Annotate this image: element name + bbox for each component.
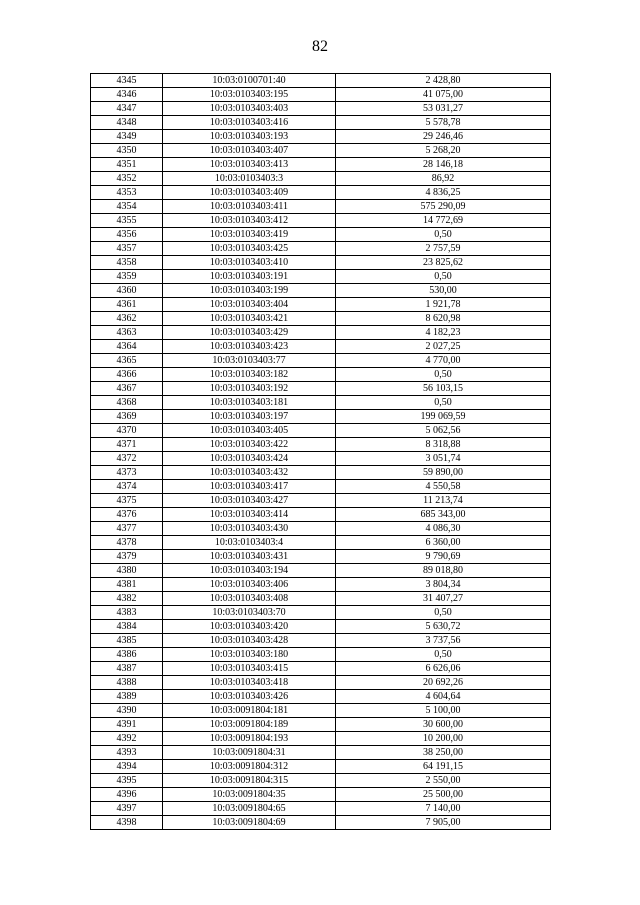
value-cell: 0,50 xyxy=(336,228,551,242)
value-cell: 8 318,88 xyxy=(336,438,551,452)
table-row xyxy=(91,788,551,802)
cadastral-number-cell: 10:03:0103403:415 xyxy=(163,662,336,676)
row-number-cell: 4372 xyxy=(91,452,163,466)
cadastral-number-cell: 10:03:0103403:192 xyxy=(163,382,336,396)
value-cell: 199 069,59 xyxy=(336,410,551,424)
cadastral-number-cell: 10:03:0103403:191 xyxy=(163,270,336,284)
row-number-cell: 4394 xyxy=(91,760,163,774)
table-row xyxy=(91,102,551,116)
row-number-cell: 4367 xyxy=(91,382,163,396)
table-row xyxy=(91,382,551,396)
value-cell: 59 890,00 xyxy=(336,466,551,480)
cadastral-number-cell: 10:03:0103403:195 xyxy=(163,88,336,102)
value-cell: 0,50 xyxy=(336,606,551,620)
row-number-cell: 4357 xyxy=(91,242,163,256)
row-number-cell: 4356 xyxy=(91,228,163,242)
table-row xyxy=(91,242,551,256)
table-row xyxy=(91,214,551,228)
cadastral-number-cell: 10:03:0103403:422 xyxy=(163,438,336,452)
row-number-cell: 4390 xyxy=(91,704,163,718)
row-number-cell: 4377 xyxy=(91,522,163,536)
cadastral-number-cell: 10:03:0091804:189 xyxy=(163,718,336,732)
value-cell: 5 062,56 xyxy=(336,424,551,438)
row-number-cell: 4368 xyxy=(91,396,163,410)
cadastral-number-cell: 10:03:0100701:40 xyxy=(163,74,336,88)
cadastral-number-cell: 10:03:0103403:408 xyxy=(163,592,336,606)
cadastral-number-cell: 10:03:0091804:65 xyxy=(163,802,336,816)
row-number-cell: 4386 xyxy=(91,648,163,662)
value-cell: 53 031,27 xyxy=(336,102,551,116)
value-cell: 4 604,64 xyxy=(336,690,551,704)
row-number-cell: 4395 xyxy=(91,774,163,788)
table-row xyxy=(91,438,551,452)
table-row xyxy=(91,116,551,130)
cadastral-number-cell: 10:03:0103403:199 xyxy=(163,284,336,298)
table-row xyxy=(91,606,551,620)
row-number-cell: 4374 xyxy=(91,480,163,494)
cadastral-number-cell: 10:03:0103403:406 xyxy=(163,578,336,592)
value-cell: 30 600,00 xyxy=(336,718,551,732)
row-number-cell: 4349 xyxy=(91,130,163,144)
page-number: 82 xyxy=(312,38,328,55)
row-number-cell: 4391 xyxy=(91,718,163,732)
table-row xyxy=(91,480,551,494)
cadastral-number-cell: 10:03:0103403:413 xyxy=(163,158,336,172)
row-number-cell: 4388 xyxy=(91,676,163,690)
row-number-cell: 4370 xyxy=(91,424,163,438)
cadastral-number-cell: 10:03:0103403:426 xyxy=(163,690,336,704)
value-cell: 64 191,15 xyxy=(336,760,551,774)
cadastral-number-cell: 10:03:0103403:428 xyxy=(163,634,336,648)
value-cell: 5 268,20 xyxy=(336,144,551,158)
table-row xyxy=(91,634,551,648)
table-row xyxy=(91,508,551,522)
value-cell: 0,50 xyxy=(336,270,551,284)
table-row xyxy=(91,228,551,242)
cadastral-number-cell: 10:03:0103403:182 xyxy=(163,368,336,382)
row-number-cell: 4369 xyxy=(91,410,163,424)
table-body xyxy=(91,74,551,830)
row-number-cell: 4362 xyxy=(91,312,163,326)
value-cell: 2 550,00 xyxy=(336,774,551,788)
cadastral-number-cell: 10:03:0103403:429 xyxy=(163,326,336,340)
cadastral-number-cell: 10:03:0103403:430 xyxy=(163,522,336,536)
value-cell: 5 100,00 xyxy=(336,704,551,718)
row-number-cell: 4398 xyxy=(91,816,163,830)
value-cell: 0,50 xyxy=(336,396,551,410)
table-row xyxy=(91,592,551,606)
row-number-cell: 4359 xyxy=(91,270,163,284)
value-cell: 89 018,80 xyxy=(336,564,551,578)
table-row xyxy=(91,466,551,480)
value-cell: 5 630,72 xyxy=(336,620,551,634)
cadastral-number-cell: 10:03:0091804:315 xyxy=(163,774,336,788)
cadastral-number-cell: 10:03:0103403:425 xyxy=(163,242,336,256)
row-number-cell: 4396 xyxy=(91,788,163,802)
cadastral-number-cell: 10:03:0103403:421 xyxy=(163,312,336,326)
table-row xyxy=(91,690,551,704)
cadastral-number-cell: 10:03:0103403:423 xyxy=(163,340,336,354)
value-cell: 4 836,25 xyxy=(336,186,551,200)
cadastral-number-cell: 10:03:0091804:193 xyxy=(163,732,336,746)
cadastral-number-cell: 10:03:0103403:77 xyxy=(163,354,336,368)
value-cell: 0,50 xyxy=(336,648,551,662)
cadastral-number-cell: 10:03:0103403:404 xyxy=(163,298,336,312)
table-row xyxy=(91,746,551,760)
table-row xyxy=(91,200,551,214)
row-number-cell: 4350 xyxy=(91,144,163,158)
table-row xyxy=(91,620,551,634)
value-cell: 9 790,69 xyxy=(336,550,551,564)
value-cell: 3 804,34 xyxy=(336,578,551,592)
table-row xyxy=(91,522,551,536)
row-number-cell: 4355 xyxy=(91,214,163,228)
row-number-cell: 4380 xyxy=(91,564,163,578)
value-cell: 31 407,27 xyxy=(336,592,551,606)
value-cell: 5 578,78 xyxy=(336,116,551,130)
row-number-cell: 4373 xyxy=(91,466,163,480)
row-number-cell: 4354 xyxy=(91,200,163,214)
table-row xyxy=(91,816,551,830)
table-row xyxy=(91,760,551,774)
value-cell: 86,92 xyxy=(336,172,551,186)
value-cell: 14 772,69 xyxy=(336,214,551,228)
value-cell: 7 905,00 xyxy=(336,816,551,830)
table-row xyxy=(91,550,551,564)
row-number-cell: 4366 xyxy=(91,368,163,382)
cadastral-number-cell: 10:03:0103403:410 xyxy=(163,256,336,270)
value-cell: 56 103,15 xyxy=(336,382,551,396)
cadastral-number-cell: 10:03:0103403:403 xyxy=(163,102,336,116)
value-cell: 7 140,00 xyxy=(336,802,551,816)
row-number-cell: 4363 xyxy=(91,326,163,340)
row-number-cell: 4347 xyxy=(91,102,163,116)
cadastral-number-cell: 10:03:0103403:416 xyxy=(163,116,336,130)
table-row xyxy=(91,452,551,466)
value-cell: 25 500,00 xyxy=(336,788,551,802)
cadastral-number-cell: 10:03:0103403:411 xyxy=(163,200,336,214)
row-number-cell: 4397 xyxy=(91,802,163,816)
table-row xyxy=(91,144,551,158)
row-number-cell: 4385 xyxy=(91,634,163,648)
cadastral-number-cell: 10:03:0091804:312 xyxy=(163,760,336,774)
value-cell: 11 213,74 xyxy=(336,494,551,508)
value-cell: 41 075,00 xyxy=(336,88,551,102)
cadastral-number-cell: 10:03:0103403:194 xyxy=(163,564,336,578)
value-cell: 10 200,00 xyxy=(336,732,551,746)
row-number-cell: 4345 xyxy=(91,74,163,88)
row-number-cell: 4389 xyxy=(91,690,163,704)
table-row xyxy=(91,284,551,298)
row-number-cell: 4371 xyxy=(91,438,163,452)
cadastral-number-cell: 10:03:0103403:420 xyxy=(163,620,336,634)
value-cell: 38 250,00 xyxy=(336,746,551,760)
table-row xyxy=(91,158,551,172)
row-number-cell: 4379 xyxy=(91,550,163,564)
table-row xyxy=(91,172,551,186)
value-cell: 3 051,74 xyxy=(336,452,551,466)
value-cell: 28 146,18 xyxy=(336,158,551,172)
row-number-cell: 4392 xyxy=(91,732,163,746)
table-row xyxy=(91,774,551,788)
table-row xyxy=(91,186,551,200)
cadastral-number-cell: 10:03:0103403:407 xyxy=(163,144,336,158)
value-cell: 530,00 xyxy=(336,284,551,298)
table-row xyxy=(91,354,551,368)
table-row xyxy=(91,732,551,746)
cadastral-number-cell: 10:03:0103403:427 xyxy=(163,494,336,508)
table-row xyxy=(91,564,551,578)
table-row xyxy=(91,74,551,88)
value-cell: 4 770,00 xyxy=(336,354,551,368)
cadastral-number-cell: 10:03:0091804:31 xyxy=(163,746,336,760)
table-row xyxy=(91,130,551,144)
data-table xyxy=(90,73,551,830)
cadastral-number-cell: 10:03:0103403:414 xyxy=(163,508,336,522)
value-cell: 2 428,80 xyxy=(336,74,551,88)
cadastral-number-cell: 10:03:0103403:424 xyxy=(163,452,336,466)
table-row xyxy=(91,270,551,284)
value-cell: 2 027,25 xyxy=(336,340,551,354)
row-number-cell: 4358 xyxy=(91,256,163,270)
value-cell: 685 343,00 xyxy=(336,508,551,522)
row-number-cell: 4361 xyxy=(91,298,163,312)
row-number-cell: 4353 xyxy=(91,186,163,200)
row-number-cell: 4393 xyxy=(91,746,163,760)
row-number-cell: 4376 xyxy=(91,508,163,522)
value-cell: 0,50 xyxy=(336,368,551,382)
table-row xyxy=(91,424,551,438)
row-number-cell: 4381 xyxy=(91,578,163,592)
table-row xyxy=(91,704,551,718)
cadastral-number-cell: 10:03:0103403:409 xyxy=(163,186,336,200)
row-number-cell: 4364 xyxy=(91,340,163,354)
table-row xyxy=(91,676,551,690)
row-number-cell: 4348 xyxy=(91,116,163,130)
cadastral-number-cell: 10:03:0103403:417 xyxy=(163,480,336,494)
table-row xyxy=(91,396,551,410)
cadastral-number-cell: 10:03:0091804:35 xyxy=(163,788,336,802)
value-cell: 4 550,58 xyxy=(336,480,551,494)
value-cell: 3 737,56 xyxy=(336,634,551,648)
value-cell: 20 692,26 xyxy=(336,676,551,690)
value-cell: 2 757,59 xyxy=(336,242,551,256)
table-row xyxy=(91,298,551,312)
table-row xyxy=(91,494,551,508)
table-row xyxy=(91,802,551,816)
table-row xyxy=(91,578,551,592)
row-number-cell: 4375 xyxy=(91,494,163,508)
value-cell: 1 921,78 xyxy=(336,298,551,312)
value-cell: 23 825,62 xyxy=(336,256,551,270)
value-cell: 575 290,09 xyxy=(336,200,551,214)
cadastral-number-cell: 10:03:0103403:4 xyxy=(163,536,336,550)
row-number-cell: 4384 xyxy=(91,620,163,634)
table-row xyxy=(91,326,551,340)
cadastral-number-cell: 10:03:0091804:69 xyxy=(163,816,336,830)
cadastral-number-cell: 10:03:0103403:412 xyxy=(163,214,336,228)
row-number-cell: 4360 xyxy=(91,284,163,298)
cadastral-number-cell: 10:03:0103403:405 xyxy=(163,424,336,438)
cadastral-number-cell: 10:03:0091804:181 xyxy=(163,704,336,718)
cadastral-number-cell: 10:03:0103403:419 xyxy=(163,228,336,242)
table-row xyxy=(91,648,551,662)
value-cell: 6 360,00 xyxy=(336,536,551,550)
row-number-cell: 4383 xyxy=(91,606,163,620)
cadastral-number-cell: 10:03:0103403:193 xyxy=(163,130,336,144)
table-row xyxy=(91,662,551,676)
cadastral-number-cell: 10:03:0103403:180 xyxy=(163,648,336,662)
value-cell: 4 086,30 xyxy=(336,522,551,536)
row-number-cell: 4382 xyxy=(91,592,163,606)
row-number-cell: 4387 xyxy=(91,662,163,676)
cadastral-number-cell: 10:03:0103403:418 xyxy=(163,676,336,690)
cadastral-number-cell: 10:03:0103403:431 xyxy=(163,550,336,564)
row-number-cell: 4352 xyxy=(91,172,163,186)
cadastral-number-cell: 10:03:0103403:197 xyxy=(163,410,336,424)
table-row xyxy=(91,368,551,382)
value-cell: 6 626,06 xyxy=(336,662,551,676)
table-row xyxy=(91,536,551,550)
value-cell: 8 620,98 xyxy=(336,312,551,326)
value-cell: 4 182,23 xyxy=(336,326,551,340)
table-row xyxy=(91,340,551,354)
row-number-cell: 4365 xyxy=(91,354,163,368)
table-row xyxy=(91,718,551,732)
table-row xyxy=(91,256,551,270)
row-number-cell: 4378 xyxy=(91,536,163,550)
cadastral-number-cell: 10:03:0103403:181 xyxy=(163,396,336,410)
table-row xyxy=(91,410,551,424)
row-number-cell: 4346 xyxy=(91,88,163,102)
table-row xyxy=(91,88,551,102)
table-row xyxy=(91,312,551,326)
row-number-cell: 4351 xyxy=(91,158,163,172)
value-cell: 29 246,46 xyxy=(336,130,551,144)
cadastral-number-cell: 10:03:0103403:70 xyxy=(163,606,336,620)
cadastral-number-cell: 10:03:0103403:3 xyxy=(163,172,336,186)
cadastral-number-cell: 10:03:0103403:432 xyxy=(163,466,336,480)
